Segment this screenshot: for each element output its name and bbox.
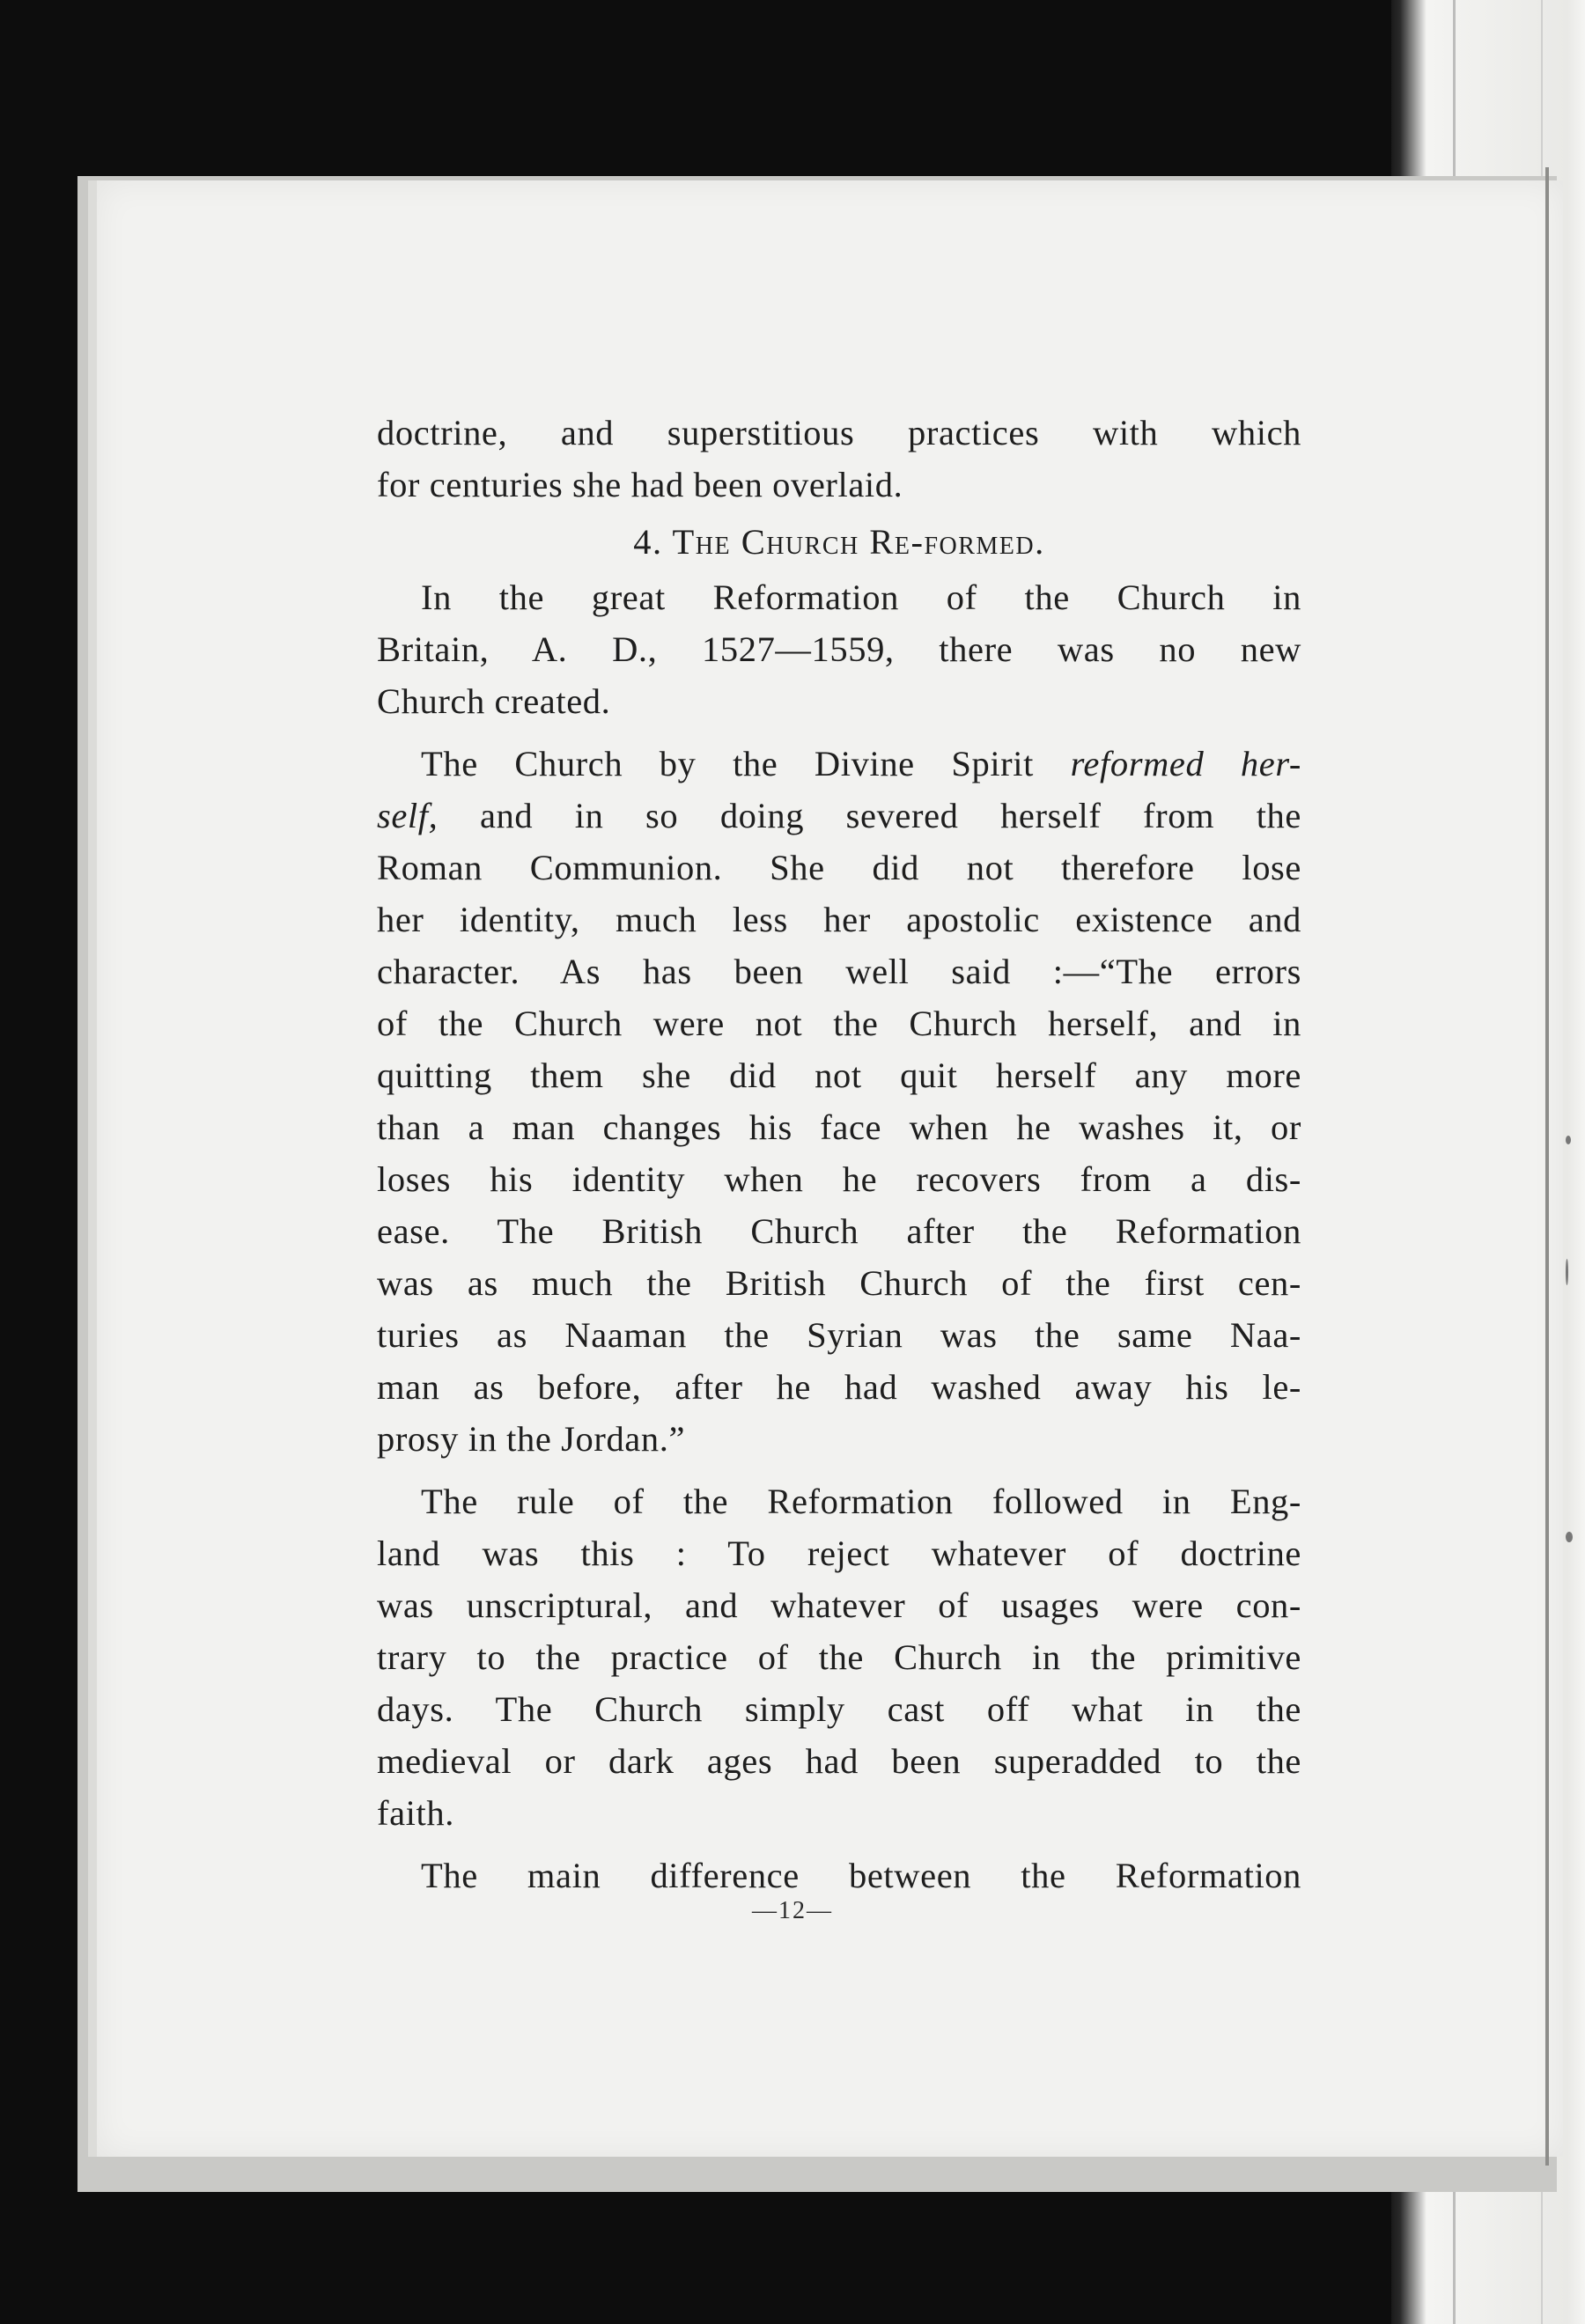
text-line	[377, 790, 1301, 842]
text-line: trary to the practice of the Church in the primitive	[377, 1637, 1301, 1677]
dust-speck	[1566, 1259, 1568, 1285]
text-line: was unscriptural, and whatever of usages were con-	[377, 1585, 1301, 1625]
text-line: than a man changes his face when he washes it, or	[377, 1107, 1301, 1147]
text-line: character. As has been well said :—“The errors	[377, 952, 1301, 991]
page-right-edge	[1545, 167, 1549, 2166]
page-text	[377, 407, 1301, 1901]
dust-speck	[1566, 1532, 1573, 1542]
dust-speck	[1566, 1136, 1571, 1144]
text-line: prosy in the Jordan.”	[377, 1419, 686, 1459]
text-run: and in so doing severed herself from the	[438, 796, 1301, 835]
text-run: The Church by the Divine Spirit	[421, 744, 1071, 783]
text-line: turies as Naaman the Syrian was the same Naa-	[377, 1315, 1301, 1355]
text-line: The main difference between the Reformation	[421, 1856, 1301, 1895]
text-line: In the great Reformation of the Church in	[421, 577, 1301, 617]
text-line: Church created.	[377, 681, 611, 721]
text-line: ease. The British Church after the Reformation	[377, 1211, 1301, 1251]
text-line	[377, 738, 1301, 790]
text-line: was as much the British Church of the first cen-	[377, 1263, 1301, 1303]
text-line: Britain, A. D., 1527—1559, there was no new	[377, 629, 1301, 669]
italic-run: self,	[377, 796, 439, 835]
text-line: of the Church were not the Church herself, and in	[377, 1004, 1301, 1043]
text-line: medieval or dark ages had been superadded to the	[377, 1741, 1301, 1781]
text-line: days. The Church simply cast off what in the	[377, 1689, 1301, 1729]
text-line: for centuries she had been overlaid.	[377, 465, 903, 504]
text-line: quitting them she did not quit herself any more	[377, 1055, 1301, 1095]
page-number: —12—	[752, 1897, 833, 1924]
text-line: man as before, after he had washed away his le-	[377, 1367, 1301, 1407]
text-line: doctrine, and superstitious practices with which	[377, 413, 1301, 452]
text-line: faith.	[377, 1793, 454, 1833]
section-heading: 4. The Church Re-formed.	[633, 522, 1045, 562]
text-line: The rule of the Reformation followed in Eng-	[421, 1482, 1301, 1521]
text-line: Roman Communion. She did not therefore lose	[377, 848, 1301, 887]
italic-run: reformed her-	[1070, 744, 1301, 783]
text-line: her identity, much less her apostolic existence and	[377, 900, 1301, 939]
text-line: land was this : To reject whatever of doctrine	[377, 1533, 1301, 1573]
text-line: loses his identity when he recovers from a dis-	[377, 1159, 1301, 1199]
